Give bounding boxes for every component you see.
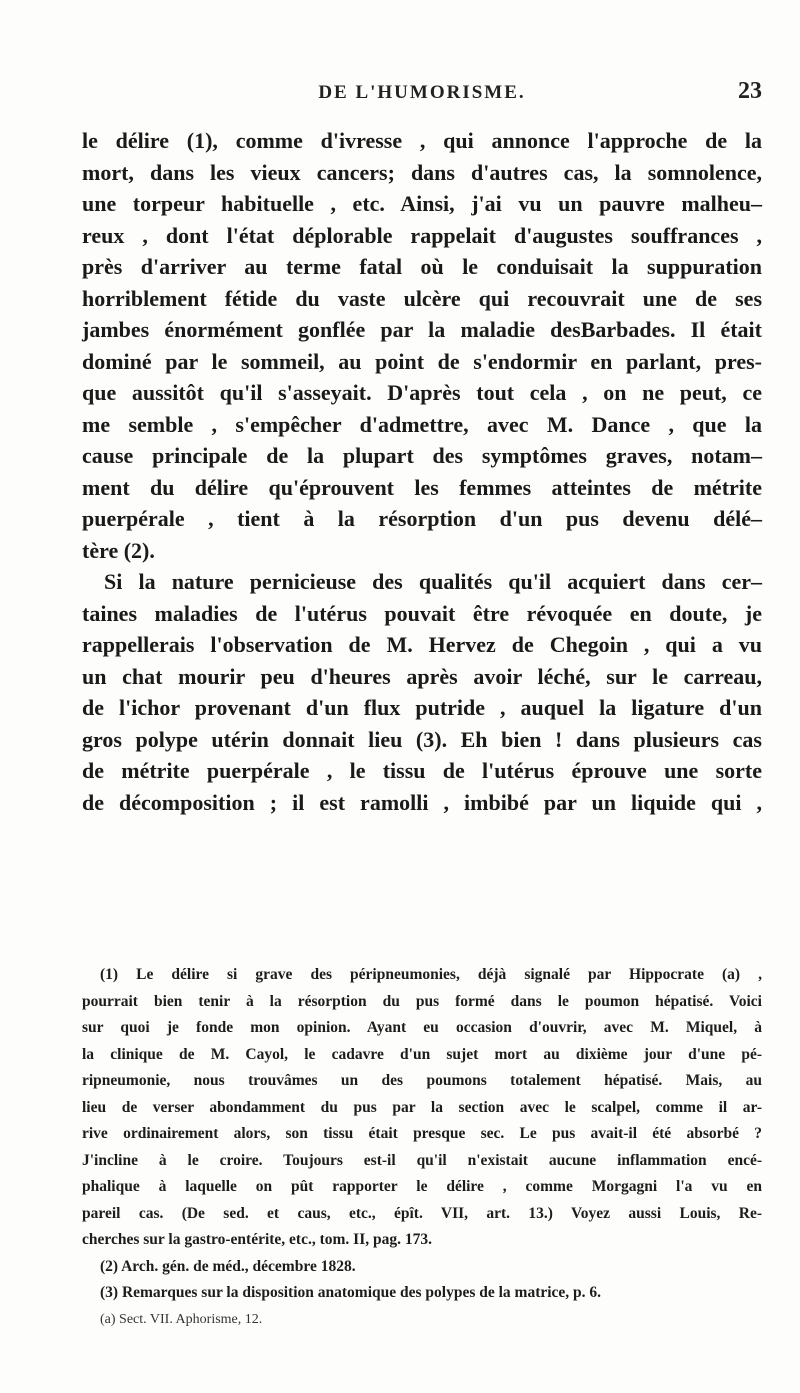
text-line: une torpeur habituelle , etc. Ainsi, j'ai vu un pauvre malheu– — [82, 191, 762, 216]
text-line: ment du délire qu'éprouvent les femmes atteintes de métrite — [82, 474, 762, 500]
text-line: un chat mourir peu d'heures après avoir léché, sur le carreau, — [82, 663, 762, 689]
footnote-2: (2) Arch. gén. de méd., décembre 1828. — [100, 1257, 356, 1275]
text-line: près d'arriver au terme fatal où le conduisait la suppuration — [82, 254, 762, 279]
footnote-line: (1) Le délire si grave des péripneumonies, déjà signalé par Hippocrate (a) , — [100, 966, 762, 983]
footnote-line: J'incline à le croire. Toujours est-il qu'il n'existait aucune inflammation encé- — [82, 1151, 762, 1169]
footnotes — [82, 962, 762, 1333]
text-line: puerpérale , tient à la résorption d'un pus devenu délé– — [82, 506, 762, 531]
text-line: que aussitôt qu'il s'asseyait. D'après tout cela , on ne peut, ce — [82, 380, 762, 405]
text-line: de métrite puerpérale , le tissu de l'utérus éprouve une sorte — [82, 758, 762, 783]
text-line: mort, dans les vieux cancers; dans d'autres cas, la somnolence, — [82, 159, 762, 185]
text-line: horriblement fétide du vaste ulcère qui recouvrait une de ses — [82, 285, 762, 311]
footnote-line: ripneumonie, nous trouvâmes un des poumons totalement hépatisé. Mais, au — [82, 1072, 762, 1089]
text-line: reux , dont l'état déplorable rappelait d'augustes souffrances , — [82, 222, 762, 248]
text-line: tère (2). — [82, 537, 155, 563]
text-line: rappellerais l'observation de M. Hervez de Chegoin , qui a vu — [82, 632, 762, 657]
footnote-line: cherches sur la gastro-entérite, etc., tom. II, pag. 173. — [82, 1231, 432, 1248]
footnote-line: la clinique de M. Cayol, le cadavre d'un sujet mort au dixième jour d'une pé- — [82, 1045, 762, 1063]
footnote-3: (3) Remarques sur la disposition anatomique des polypes de la matrice, p. 6. — [100, 1284, 602, 1301]
main-text — [82, 125, 762, 818]
running-head — [82, 78, 762, 112]
text-line: dominé par le sommeil, au point de s'endormir en parlant, pres- — [82, 348, 762, 374]
footnote-line: rive ordinairement alors, son tissu était presque sec. Le pus avait-il été absorbé ? — [82, 1125, 762, 1142]
text-line: de l'ichor provenant d'un flux putride , auquel la ligature d'un — [82, 695, 762, 720]
page-number: 23 — [738, 78, 762, 104]
text-line: le délire (1), comme d'ivresse , qui annonce l'approche de la — [82, 128, 762, 153]
text-line: taines maladies de l'utérus pouvait être révoquée en doute, je — [82, 600, 762, 626]
footnote-line: sur quoi je fonde mon opinion. Ayant eu occasion d'ouvrir, avec M. Miquel, à — [82, 1019, 762, 1036]
text-line: jambes énormément gonflée par la maladie desBarbades. Il était — [82, 317, 762, 342]
text-line: cause principale de la plupart des symptômes graves, notam– — [82, 443, 762, 468]
footnote-line: pourrait bien tenir à la résorption du pus formé dans le poumon hépatisé. Voici — [82, 992, 762, 1010]
footnote-a: (a) Sect. VII. Aphorisme, 12. — [100, 1311, 263, 1327]
text-line: gros polype utérin donnait lieu (3). Eh bien ! dans plusieurs cas — [82, 726, 762, 752]
footnote-line: phalique à laquelle on pût rapporter le délire , comme Morgagni l'a vu en — [82, 1178, 762, 1195]
footnote-line: pareil cas. (De sed. et caus, etc., épît. VII, art. 13.) Voyez aussi Louis, Re- — [82, 1204, 762, 1222]
text-line: de décomposition ; il est ramolli , imbibé par un liquide qui , — [82, 789, 762, 815]
running-title: DE L'HUMORISME. — [318, 82, 526, 103]
text-line: me semble , s'empêcher d'admettre, avec M. Dance , que la — [82, 411, 762, 437]
text-line: Si la nature pernicieuse des qualités qu'il acquiert dans cer– — [104, 569, 762, 594]
footnote-line: lieu de verser abondamment du pus par la section avec le scalpel, comme il ar- — [82, 1098, 762, 1116]
